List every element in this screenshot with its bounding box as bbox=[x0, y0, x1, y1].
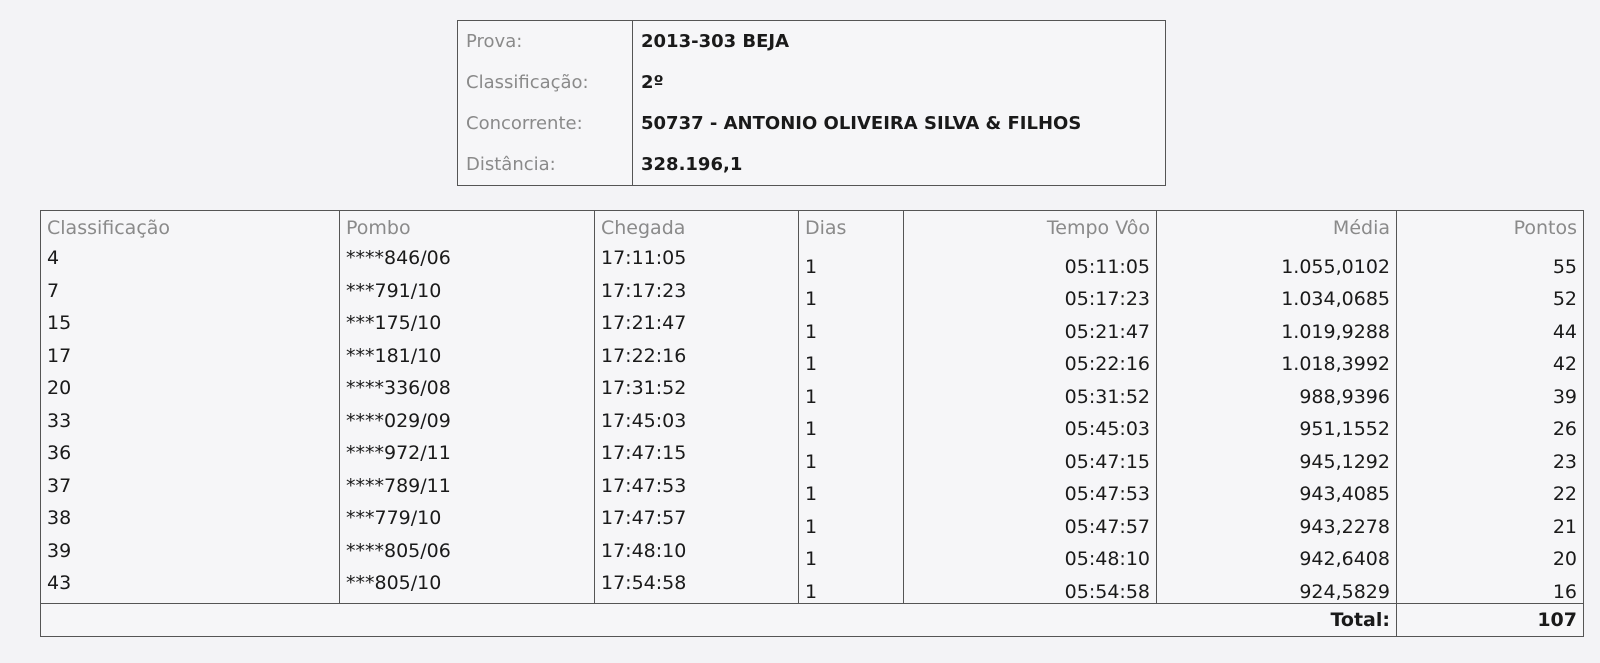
table-row bbox=[41, 440, 1584, 473]
cell-chegada: 17:47:57 bbox=[595, 505, 799, 538]
cell-media: 924,5829 bbox=[1157, 570, 1397, 603]
cell-tempo-voo: 05:22:16 bbox=[904, 343, 1157, 376]
cell-media: 945,1292 bbox=[1157, 440, 1397, 473]
cell-media: 1.018,3992 bbox=[1157, 343, 1397, 376]
cell-tempo-voo: 05:47:53 bbox=[904, 473, 1157, 506]
distancia-label: Distância: bbox=[458, 144, 633, 185]
race-info-box bbox=[457, 20, 1166, 186]
concorrente-value: 50737 - ANTONIO OLIVEIRA SILVA & FILHOS bbox=[641, 113, 1082, 134]
cell-tempo-voo: 05:54:58 bbox=[904, 570, 1157, 603]
results-table bbox=[40, 210, 1584, 637]
table-row bbox=[41, 570, 1584, 603]
cell-dias: 1 bbox=[799, 408, 904, 441]
cell-classificacao: 7 bbox=[41, 278, 340, 311]
cell-chegada: 17:48:10 bbox=[595, 538, 799, 571]
cell-media: 951,1552 bbox=[1157, 408, 1397, 441]
cell-chegada: 17:47:53 bbox=[595, 473, 799, 506]
cell-media: 1.055,0102 bbox=[1157, 245, 1397, 278]
cell-classificacao: 4 bbox=[41, 245, 340, 278]
cell-dias: 1 bbox=[799, 473, 904, 506]
cell-tempo-voo: 05:45:03 bbox=[904, 408, 1157, 441]
prova-row bbox=[458, 21, 1165, 62]
total-row bbox=[41, 603, 1584, 636]
table-row bbox=[41, 408, 1584, 441]
cell-classificacao: 17 bbox=[41, 343, 340, 376]
cell-pontos: 22 bbox=[1397, 473, 1584, 506]
distancia-row bbox=[458, 144, 1165, 185]
cell-pombo: ****972/11 bbox=[340, 440, 595, 473]
cell-pombo: ***779/10 bbox=[340, 505, 595, 538]
cell-classificacao: 15 bbox=[41, 310, 340, 343]
header-dias: Dias bbox=[799, 211, 904, 246]
cell-pontos: 39 bbox=[1397, 375, 1584, 408]
cell-pontos: 21 bbox=[1397, 505, 1584, 538]
cell-chegada: 17:22:16 bbox=[595, 343, 799, 376]
header-chegada: Chegada bbox=[595, 211, 799, 246]
distancia-value: 328.196,1 bbox=[641, 154, 743, 175]
cell-chegada: 17:45:03 bbox=[595, 408, 799, 441]
cell-chegada: 17:21:47 bbox=[595, 310, 799, 343]
cell-classificacao: 43 bbox=[41, 570, 340, 603]
cell-classificacao: 38 bbox=[41, 505, 340, 538]
results-header-row bbox=[41, 211, 1584, 246]
header-media: Média bbox=[1157, 211, 1397, 246]
header-tempo-voo: Tempo Vôo bbox=[904, 211, 1157, 246]
cell-classificacao: 37 bbox=[41, 473, 340, 506]
cell-classificacao: 39 bbox=[41, 538, 340, 571]
cell-chegada: 17:11:05 bbox=[595, 245, 799, 278]
table-row bbox=[41, 375, 1584, 408]
cell-tempo-voo: 05:47:15 bbox=[904, 440, 1157, 473]
classificacao-row bbox=[458, 62, 1165, 103]
table-row bbox=[41, 343, 1584, 376]
cell-pombo: ***805/10 bbox=[340, 570, 595, 603]
cell-pombo: ****805/06 bbox=[340, 538, 595, 571]
cell-dias: 1 bbox=[799, 278, 904, 311]
cell-tempo-voo: 05:48:10 bbox=[904, 538, 1157, 571]
cell-pontos: 23 bbox=[1397, 440, 1584, 473]
cell-dias: 1 bbox=[799, 570, 904, 603]
header-classificacao: Classificação bbox=[41, 211, 340, 246]
cell-pombo: ****789/11 bbox=[340, 473, 595, 506]
cell-chegada: 17:31:52 bbox=[595, 375, 799, 408]
table-row bbox=[41, 473, 1584, 506]
table-row bbox=[41, 505, 1584, 538]
total-label: Total: bbox=[1157, 603, 1397, 636]
cell-tempo-voo: 05:21:47 bbox=[904, 310, 1157, 343]
cell-pombo: ****029/09 bbox=[340, 408, 595, 441]
cell-pombo: ***791/10 bbox=[340, 278, 595, 311]
cell-chegada: 17:47:15 bbox=[595, 440, 799, 473]
header-pontos: Pontos bbox=[1397, 211, 1584, 246]
cell-dias: 1 bbox=[799, 343, 904, 376]
cell-tempo-voo: 05:11:05 bbox=[904, 245, 1157, 278]
cell-dias: 1 bbox=[799, 440, 904, 473]
prova-label: Prova: bbox=[458, 21, 633, 62]
cell-media: 1.019,9288 bbox=[1157, 310, 1397, 343]
race-info-table bbox=[458, 21, 1165, 185]
cell-pontos: 55 bbox=[1397, 245, 1584, 278]
cell-pombo: ****846/06 bbox=[340, 245, 595, 278]
cell-tempo-voo: 05:47:57 bbox=[904, 505, 1157, 538]
cell-media: 1.034,0685 bbox=[1157, 278, 1397, 311]
cell-dias: 1 bbox=[799, 538, 904, 571]
cell-chegada: 17:54:58 bbox=[595, 570, 799, 603]
cell-media: 943,2278 bbox=[1157, 505, 1397, 538]
concorrente-label: Concorrente: bbox=[458, 103, 633, 144]
cell-classificacao: 36 bbox=[41, 440, 340, 473]
cell-tempo-voo: 05:31:52 bbox=[904, 375, 1157, 408]
cell-pontos: 44 bbox=[1397, 310, 1584, 343]
cell-media: 988,9396 bbox=[1157, 375, 1397, 408]
total-value: 107 bbox=[1397, 603, 1584, 636]
cell-pontos: 42 bbox=[1397, 343, 1584, 376]
cell-pontos: 26 bbox=[1397, 408, 1584, 441]
classificacao-label: Classificação: bbox=[458, 62, 633, 103]
classificacao-value: 2º bbox=[641, 72, 664, 93]
cell-media: 943,4085 bbox=[1157, 473, 1397, 506]
cell-pontos: 20 bbox=[1397, 538, 1584, 571]
cell-pombo: ****336/08 bbox=[340, 375, 595, 408]
cell-dias: 1 bbox=[799, 310, 904, 343]
prova-value: 2013-303 BEJA bbox=[641, 31, 790, 52]
cell-classificacao: 33 bbox=[41, 408, 340, 441]
cell-pontos: 16 bbox=[1397, 570, 1584, 603]
cell-pombo: ***175/10 bbox=[340, 310, 595, 343]
cell-dias: 1 bbox=[799, 245, 904, 278]
cell-media: 942,6408 bbox=[1157, 538, 1397, 571]
concorrente-row bbox=[458, 103, 1165, 144]
cell-dias: 1 bbox=[799, 375, 904, 408]
results-body bbox=[41, 245, 1584, 603]
table-row bbox=[41, 538, 1584, 571]
header-pombo: Pombo bbox=[340, 211, 595, 246]
table-row bbox=[41, 278, 1584, 311]
cell-tempo-voo: 05:17:23 bbox=[904, 278, 1157, 311]
table-row bbox=[41, 310, 1584, 343]
cell-classificacao: 20 bbox=[41, 375, 340, 408]
total-spacer bbox=[41, 603, 1157, 636]
table-row bbox=[41, 245, 1584, 278]
cell-chegada: 17:17:23 bbox=[595, 278, 799, 311]
cell-pombo: ***181/10 bbox=[340, 343, 595, 376]
cell-dias: 1 bbox=[799, 505, 904, 538]
cell-pontos: 52 bbox=[1397, 278, 1584, 311]
